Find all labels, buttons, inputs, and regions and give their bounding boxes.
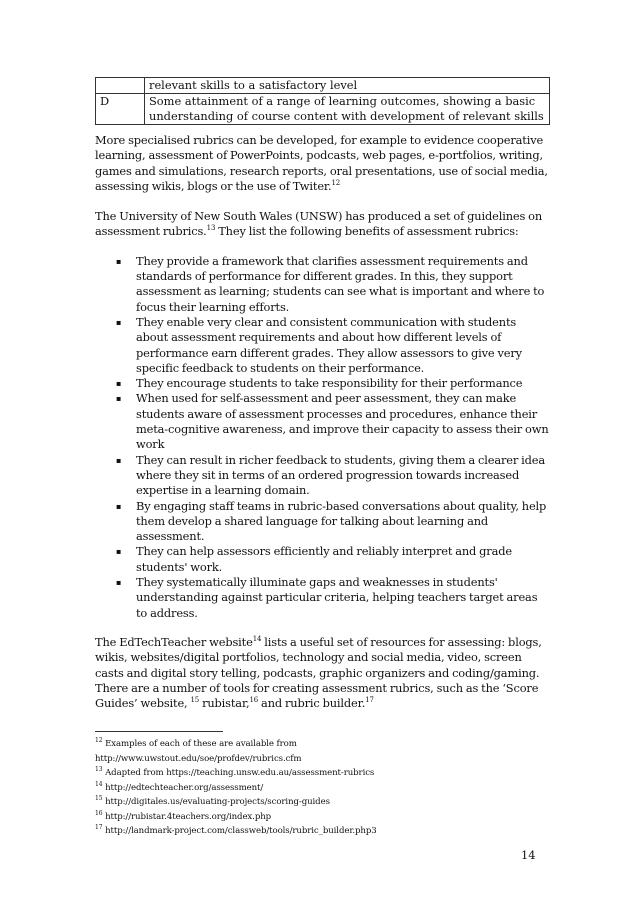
paragraph-text: rubistar, xyxy=(199,696,250,711)
footnote-link[interactable]: http://landmark-project.com/classweb/tools/rubric_builder.php3 xyxy=(102,826,377,836)
footnote-link[interactable]: http://edtechteacher.org/assessment/ xyxy=(102,782,264,793)
list-item xyxy=(95,453,550,499)
footnote-number: 17 xyxy=(95,824,103,832)
footnote-text: Adapted from https://teaching.unsw.edu.au/assessment-rubrics xyxy=(102,768,375,778)
rubric-table xyxy=(95,77,550,125)
bullet-icon: ▪ xyxy=(116,379,122,389)
bullet-icon: ▪ xyxy=(116,501,122,511)
list-item-text: They can result in richer feedback to students, giving them a clearer idea where they sit in terms of an ordered progression towards increased expertise in a learning domain. xyxy=(136,452,546,498)
footnote xyxy=(95,810,550,825)
list-item-text: They encourage students to take responsibility for their performance xyxy=(136,376,523,391)
footnote-text: Examples of each of these are available from xyxy=(102,739,297,749)
list-item xyxy=(95,391,550,452)
footnote-ref: 17 xyxy=(365,696,374,705)
list-item-text: When used for self-assessment and peer assessment, they can make students aware of assessment processes and procedures, enhance their meta-cognitive awareness, and improve their capacity to assess their own work xyxy=(136,391,549,452)
bullet-icon: ▪ xyxy=(116,455,122,465)
footnote xyxy=(95,737,550,752)
list-item xyxy=(95,376,550,391)
footnotes xyxy=(95,737,550,839)
list-item-text: They provide a framework that clarifies assessment requirements and standards of performance for different grades. In this, they support assessment as learning; students can see what is important and where to focus their learning efforts. xyxy=(136,253,545,314)
footnote-ref: 16 xyxy=(249,696,259,705)
grade-cell: D xyxy=(96,94,145,125)
table-row xyxy=(96,78,550,94)
footnote xyxy=(95,824,550,839)
list-item xyxy=(95,544,550,575)
description-cell: Some attainment of a range of learning outcomes, showing a basic understanding of course content with development of relevant skills xyxy=(145,94,550,125)
list-item-text: They enable very clear and consistent communication with students about assessment requirements and about how different levels of performance earn different grades. They allow assessors to give very specific feedback to students on their performance. xyxy=(136,314,522,375)
edtechteacher-paragraph xyxy=(95,635,550,711)
list-item xyxy=(95,315,550,376)
list-item xyxy=(95,254,550,315)
grade-cell xyxy=(96,78,145,94)
footnote-link[interactable]: http://www.uwstout.edu/soe/profdev/rubrics.cfm xyxy=(95,753,302,764)
list-item xyxy=(95,499,550,545)
page-body xyxy=(95,77,550,711)
paragraph-text: More specialised rubrics can be developed, for example to evidence cooperative learning, assessment of PowerPoints, podcasts, web pages, e-portfolios, writing, games and simulations, research reports, oral presentations, use of social media, assessing wikis, blogs or the use of Twiter. xyxy=(95,133,548,193)
bullet-icon: ▪ xyxy=(116,317,122,327)
footnote-ref: 14 xyxy=(252,635,262,644)
footnote xyxy=(95,766,550,781)
footnote-number: 12 xyxy=(95,737,103,745)
bullet-icon: ▪ xyxy=(116,578,122,588)
footnote-number: 16 xyxy=(95,809,103,817)
description-cell: relevant skills to a satisfactory level xyxy=(145,78,550,94)
footnote xyxy=(95,781,550,796)
footnote-number: 13 xyxy=(95,766,103,774)
list-item xyxy=(95,575,550,621)
list-item-text: By engaging staff teams in rubric-based conversations about quality, help them develop a shared language for talking about learning and assessment. xyxy=(136,498,547,544)
footnote-ref: 12 xyxy=(331,179,341,188)
list-item-text: They can help assessors efficiently and reliably interpret and grade students' work. xyxy=(136,544,512,574)
footnote-link[interactable]: http://digitales.us/evaluating-projects/scoring-guides xyxy=(102,797,330,807)
paragraph-text: lists a useful set of resources for assessing: blogs, wikis, websites/digital portfolios, technology and social media, video, screen casts and digital story telling, podcasts, graphic organizers and coding/gaming. There are a number of tools for creating assessment rubrics, such as the ‘Score Guides’ website, xyxy=(95,634,542,711)
page-number: 14 xyxy=(521,848,536,862)
specialised-rubrics-paragraph xyxy=(95,133,550,194)
bullet-icon: ▪ xyxy=(116,394,122,404)
table-row xyxy=(96,94,550,125)
footnote-ref: 13 xyxy=(206,224,216,233)
footnote-link[interactable]: http://rubistar.4teachers.org/index.php xyxy=(102,811,272,822)
unsw-paragraph xyxy=(95,209,550,240)
footnote-number: 15 xyxy=(95,795,103,803)
paragraph-text: The University of New South Wales (UNSW) has produced a set of guidelines on assessment rubrics. xyxy=(95,209,543,239)
benefits-list xyxy=(95,254,550,621)
footnote-number: 14 xyxy=(95,780,103,788)
paragraph-text: The EdTechTeacher website xyxy=(95,634,253,649)
bullet-icon: ▪ xyxy=(116,547,122,557)
bullet-icon: ▪ xyxy=(116,256,122,266)
paragraph-text: They list the following benefits of assessment rubrics: xyxy=(215,224,519,239)
footnote-ref: 15 xyxy=(190,696,200,705)
list-item-text: They systematically illuminate gaps and weaknesses in students' understanding against particular criteria, helping teachers target areas to address. xyxy=(136,575,538,620)
footnote xyxy=(95,795,550,810)
paragraph-text: and rubric builder. xyxy=(258,696,366,711)
footnote-divider xyxy=(95,731,223,732)
footnote xyxy=(95,752,550,767)
